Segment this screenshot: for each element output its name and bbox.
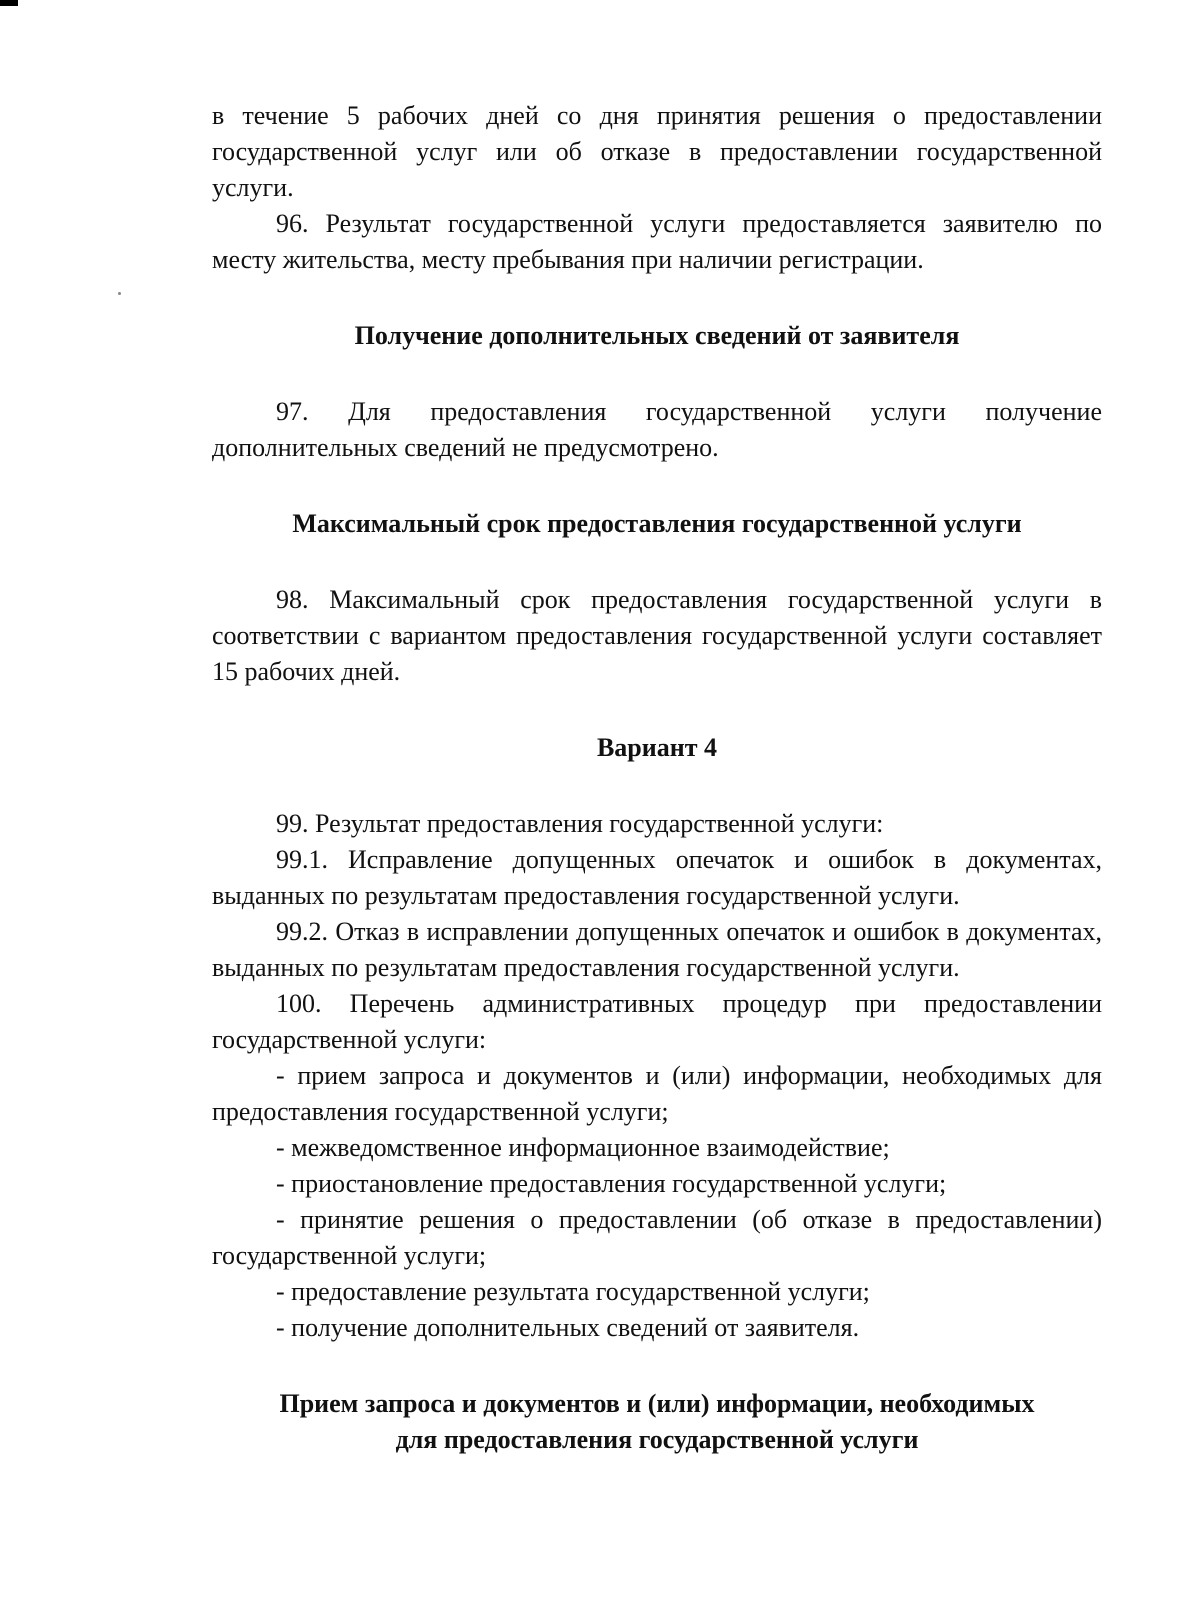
procedure-item: - предоставление результата государственной услуги;	[276, 1277, 870, 1306]
heading-max-term: Максимальный срок предоставления государственной услуги	[292, 509, 1022, 538]
paragraph-95-continuation: в течение 5 рабочих дней со дня принятия решения о предоставлении государственной услуг или об отказе в предоставлении государственной услуги.	[212, 101, 1102, 202]
paragraph-99: 99. Результат предоставления государственной услуги:	[276, 809, 884, 838]
heading-additional-info: Получение дополнительных сведений от заявителя	[354, 321, 960, 350]
document-page	[212, 98, 1102, 1458]
scan-dust-speck	[118, 292, 121, 295]
heading-request-line-2: для предоставления государственной услуги	[395, 1425, 919, 1454]
paragraph-100: 100. Перечень административных процедур при предоставлении государственной услуги:	[212, 989, 1102, 1054]
scan-corner-mark	[0, 0, 18, 6]
paragraph-96: 96. Результат государственной услуги предоставляется заявителю по месту жительства, месту пребывания при наличии регистрации.	[212, 209, 1102, 274]
procedure-item: - получение дополнительных сведений от заявителя.	[276, 1313, 860, 1342]
paragraph-98: 98. Максимальный срок предоставления государственной услуги в соответствии с вариантом предоставления государственной услуги составляет 15 рабочих дней.	[212, 585, 1102, 686]
procedure-item: - приостановление предоставления государственной услуги;	[276, 1169, 947, 1198]
procedure-item: - принятие решения о предоставлении (об отказе в предоставлении) государственной услуги;	[212, 1205, 1102, 1270]
paragraph-97: 97. Для предоставления государственной услуги получение дополнительных сведений не предусмотрено.	[212, 397, 1102, 462]
heading-request-line-1: Прием запроса и документов и (или) информации, необходимых	[279, 1389, 1035, 1418]
procedure-item: - прием запроса и документов и (или) информации, необходимых для предоставления государственной услуги;	[212, 1061, 1102, 1126]
procedure-item: - межведомственное информационное взаимодействие;	[276, 1133, 890, 1162]
paragraph-99-2: 99.2. Отказ в исправлении допущенных опечаток и ошибок в документах, выданных по результатам предоставления государственной услуги.	[212, 917, 1102, 982]
heading-variant: Вариант 4	[596, 733, 718, 762]
paragraph-99-1: 99.1. Исправление допущенных опечаток и ошибок в документах, выданных по результатам предоставления государственной услуги.	[212, 845, 1102, 910]
